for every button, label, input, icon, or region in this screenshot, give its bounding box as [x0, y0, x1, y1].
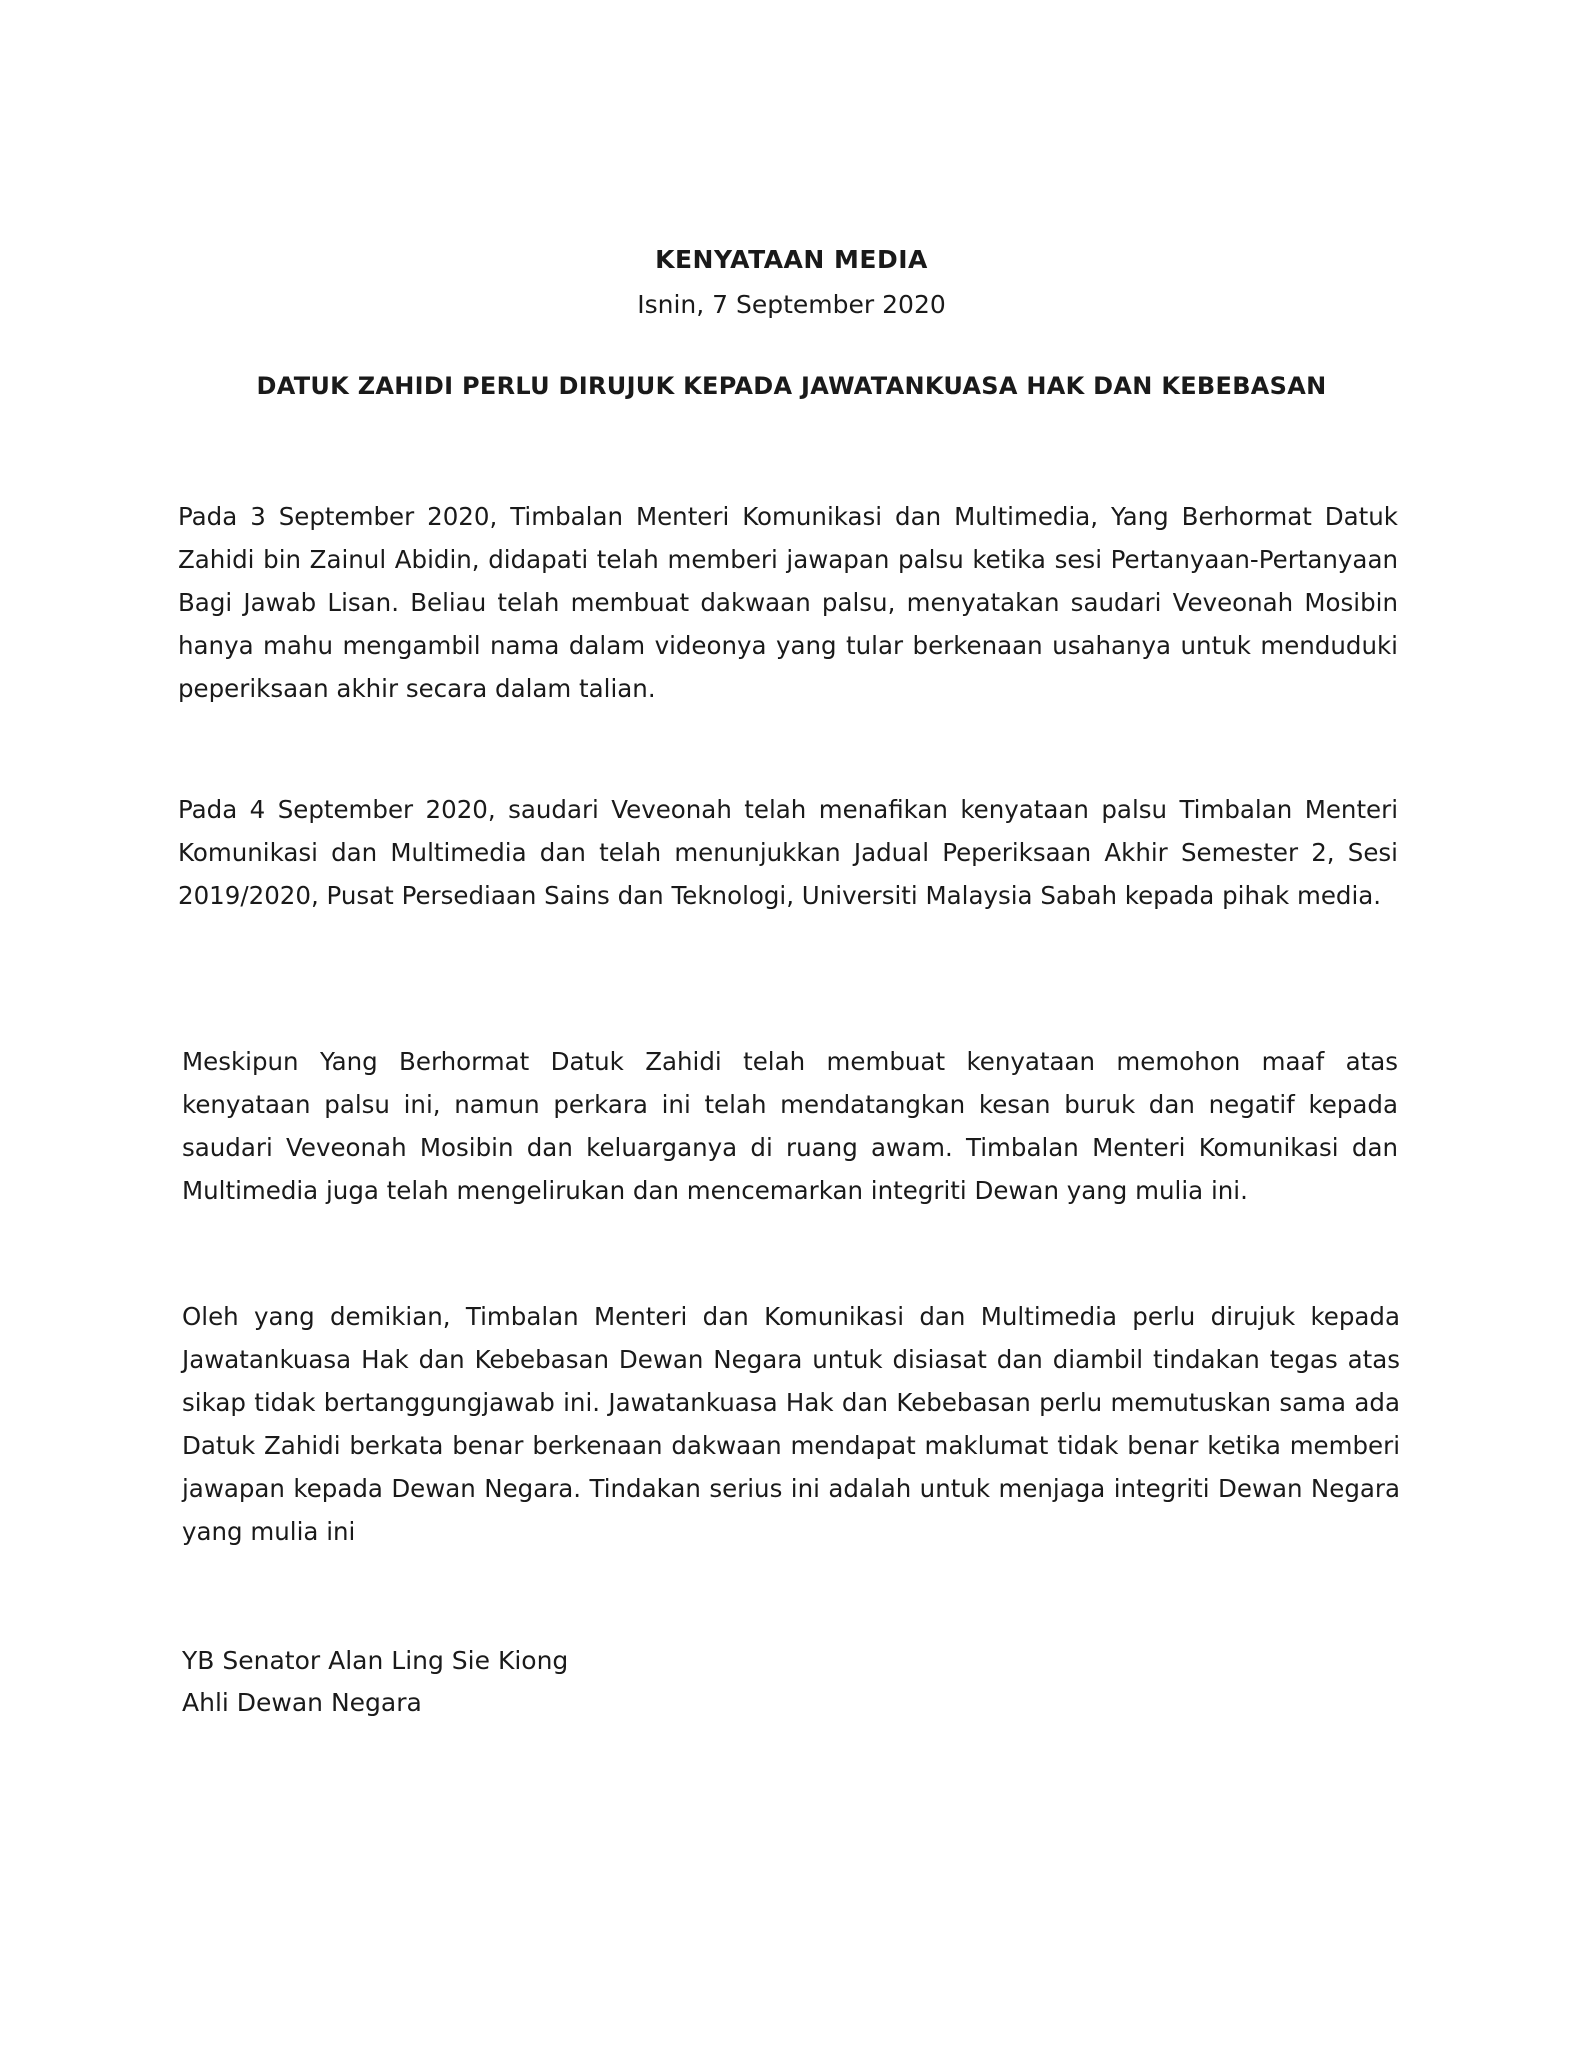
document-type-heading: KENYATAAN MEDIA — [655, 245, 928, 274]
body-paragraph-1: Pada 3 September 2020, Timbalan Menteri Komunikasi dan Multimedia, Yang Berhormat Datuk Zahidi bin Zainul Abidin, didapati telah memberi jawapan palsu ketika sesi Pertanyaan-Pertanyaan Bagi Jawab Lisan. Beliau telah membuat dakwaan palsu, menyatakan saudari Veveonah Mosibin hanya mahu mengambil nama dalam videonya yang tular berkenaan usahanya untuk menduduki peperiksaan akhir secara dalam talian. — [178, 502, 1398, 703]
document-headline: DATUK ZAHIDI PERLU DIRUJUK KEPADA JAWATANKUASA HAK DAN KEBEBASAN — [256, 372, 1327, 400]
body-paragraph-3: Meskipun Yang Berhormat Datuk Zahidi telah membuat kenyataan memohon maaf atas kenyataan palsu ini, namun perkara ini telah mendatangkan kesan buruk dan negatif kepada saudari Veveonah Mosibin dan keluarganya di ruang awam. Timbalan Menteri Komunikasi dan Multimedia juga telah mengelirukan dan mencemarkan integriti Dewan yang mulia ini. — [182, 1047, 1398, 1205]
signatory-title: Ahli Dewan Negara — [182, 1688, 422, 1717]
body-paragraph-4: Oleh yang demikian, Timbalan Menteri dan Komunikasi dan Multimedia perlu dirujuk kepada Jawatankuasa Hak dan Kebebasan Dewan Negara untuk disiasat dan diambil tindakan tegas atas sikap tidak bertanggungjawab ini. Jawatankuasa Hak dan Kebebasan perlu memutuskan sama ada Datuk Zahidi berkata benar berkenaan dakwaan mendapat maklumat tidak benar ketika memberi jawapan kepada Dewan Negara. Tindakan serius ini adalah untuk menjaga integriti Dewan Negara yang mulia ini — [182, 1302, 1400, 1546]
document-date: Isnin, 7 September 2020 — [637, 290, 946, 319]
signatory-name: YB Senator Alan Ling Sie Kiong — [182, 1646, 569, 1675]
body-paragraph-2: Pada 4 September 2020, saudari Veveonah telah menafikan kenyataan palsu Timbalan Menteri Komunikasi dan Multimedia dan telah menunjukkan Jadual Peperiksaan Akhir Semester 2, Sesi 2019/2020, Pusat Persediaan Sains dan Teknologi, Universiti Malaysia Sabah kepada pihak media. — [178, 795, 1398, 910]
